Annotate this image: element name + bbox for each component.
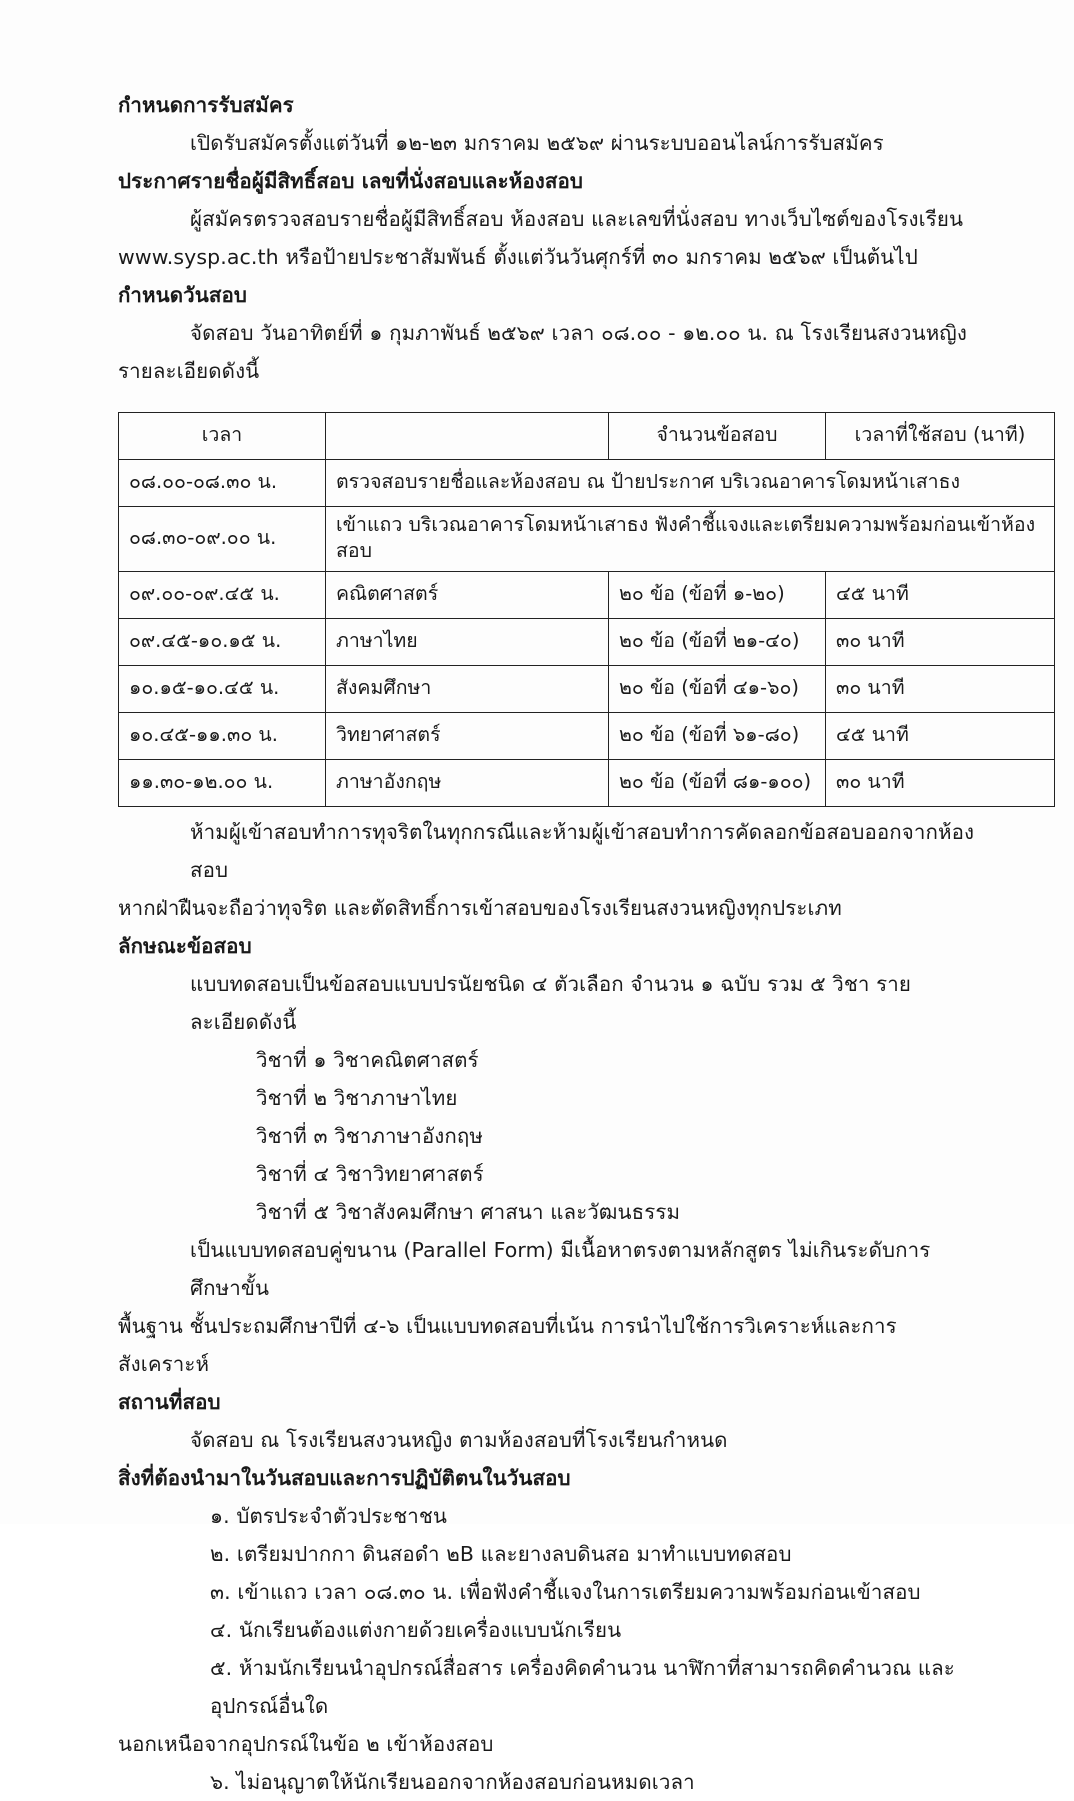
cell-time: ๐๙.๔๕-๑๐.๑๕ น. [119, 619, 326, 666]
cell-duration: ๔๕ นาที [826, 713, 1055, 760]
list-item-rule-3: ๓. เข้าแถว เวลา ๐๘.๓๐ น. เพื่อฟังคำชี้แจงในการเตรียมความพร้อมก่อนเข้าสอบ [210, 1580, 921, 1604]
table-row [119, 619, 1055, 666]
table-row [119, 713, 1055, 760]
paragraph-website-info: www.sysp.ac.th หรือป้ายประชาสัมพันธ์ ตั้งแต่วันวันศุกร์ที่ ๓๐ มกราคม ๒๕๖๙ เป็นต้นไป [118, 245, 918, 269]
list-item-rule-6: ๖. ไม่อนุญาตให้นักเรียนออกจากห้องสอบก่อนหมดเวลา [210, 1770, 695, 1794]
cell-question-count: ๒๐ ข้อ (ข้อที่ ๘๑-๑๐๐) [609, 760, 826, 807]
list-item-subject-4: วิชาที่ ๔ วิชาวิทยาศาสตร์ [256, 1162, 484, 1186]
list-item-subject-3: วิชาที่ ๓ วิชาภาษาอังกฤษ [256, 1124, 484, 1148]
cell-duration: ๓๐ นาที [826, 760, 1055, 807]
cell-activity: เข้าแถว บริเวณอาคารโดมหน้าเสาธง ฟังคำชี้แจงและเตรียมความพร้อมก่อนเข้าห้องสอบ [326, 507, 1055, 572]
list-item-rule-4: ๔. นักเรียนต้องแต่งกายด้วยเครื่องแบบนักเรียน [210, 1618, 622, 1642]
exam-schedule-table [118, 412, 1055, 807]
table-header-row [119, 413, 1055, 460]
table-header-subject [326, 413, 609, 460]
list-item-rule-1: ๑. บัตรประจำตัวประชาชน [210, 1504, 448, 1528]
table-row [119, 760, 1055, 807]
list-item-subject-2: วิชาที่ ๒ วิชาภาษาไทย [256, 1086, 458, 1110]
paragraph-penalty: หากฝ่าฝืนจะถือว่าทุจริต และตัดสิทธิ์การเข้าสอบของโรงเรียนสงวนหญิงทุกประเภท [118, 896, 842, 920]
cell-subject: ภาษาไทย [326, 619, 609, 666]
table-row [119, 666, 1055, 713]
cell-time: ๑๐.๑๕-๑๐.๔๕ น. [119, 666, 326, 713]
table-row [119, 572, 1055, 619]
section-heading-bring-items: สิ่งที่ต้องนำมาในวันสอบและการปฏิบัติตนในวันสอบ [118, 1466, 571, 1490]
table-header-duration: เวลาที่ใช้สอบ (นาที) [826, 413, 1055, 460]
paragraph-venue-detail: จัดสอบ ณ โรงเรียนสงวนหญิง ตามห้องสอบที่โรงเรียนกำหนด [190, 1428, 728, 1452]
cell-question-count: ๒๐ ข้อ (ข้อที่ ๒๑-๔๐) [609, 619, 826, 666]
cell-duration: ๓๐ นาที [826, 619, 1055, 666]
cell-time: ๐๙.๐๐-๐๙.๔๕ น. [119, 572, 326, 619]
cell-time: ๑๐.๔๕-๑๑.๓๐ น. [119, 713, 326, 760]
cell-duration: ๓๐ นาที [826, 666, 1055, 713]
document-content [118, 86, 1036, 1801]
list-item-subject-1: วิชาที่ ๑ วิชาคณิตศาสตร์ [256, 1048, 479, 1072]
table-row [119, 460, 1055, 507]
cell-question-count: ๒๐ ข้อ (ข้อที่ ๑-๒๐) [609, 572, 826, 619]
cell-subject: วิทยาศาสตร์ [326, 713, 609, 760]
list-item-subject-5: วิชาที่ ๕ วิชาสังคมศึกษา ศาสนา และวัฒนธรรม [256, 1200, 681, 1224]
paragraph-details-follow: รายละเอียดดังนี้ [118, 359, 260, 383]
cell-question-count: ๒๐ ข้อ (ข้อที่ ๖๑-๘๐) [609, 713, 826, 760]
paragraph-exam-datetime: จัดสอบ วันอาทิตย์ที่ ๑ กุมภาพันธ์ ๒๕๖๙ เวลา ๐๘.๐๐ - ๑๒.๐๐ น. ณ โรงเรียนสงวนหญิง [190, 321, 967, 345]
section-heading-application-schedule: กำหนดการรับสมัคร [118, 93, 294, 117]
list-item-rule-2: ๒. เตรียมปากกา ดินสอดำ ๒B และยางลบดินสอ มาทำแบบทดสอบ [210, 1542, 792, 1566]
paragraph-curriculum-level: พื้นฐาน ชั้นประถมศึกษาปีที่ ๔-๖ เป็นแบบทดสอบที่เน้น การนำไปใช้การวิเคราะห์และการสังเคราะห์ [118, 1314, 897, 1376]
cell-time: ๑๑.๓๐-๑๒.๐๐ น. [119, 760, 326, 807]
paragraph-no-cheating: ห้ามผู้เข้าสอบทำการทุจริตในทุกกรณีและห้ามผู้เข้าสอบทำการคัดลอกข้อสอบออกจากห้องสอบ [190, 820, 975, 882]
cell-activity: ตรวจสอบรายชื่อและห้องสอบ ณ ป้ายประกาศ บริเวณอาคารโดมหน้าเสาธง [326, 460, 1055, 507]
cell-subject: สังคมศึกษา [326, 666, 609, 713]
paragraph-rule-5-continued: นอกเหนือจากอุปกรณ์ในข้อ ๒ เข้าห้องสอบ [118, 1732, 494, 1756]
table-row [119, 507, 1055, 572]
paragraph-application-period: เปิดรับสมัครตั้งแต่วันที่ ๑๒-๒๓ มกราคม ๒๕๖๙ ผ่านระบบออนไลน์การรับสมัคร [190, 131, 884, 155]
table-header-time: เวลา [119, 413, 326, 460]
section-heading-exam-date: กำหนดวันสอบ [118, 283, 248, 307]
cell-question-count: ๒๐ ข้อ (ข้อที่ ๔๑-๖๐) [609, 666, 826, 713]
paragraph-parallel-form: เป็นแบบทดสอบคู่ขนาน (Parallel Form) มีเนื้อหาตรงตามหลักสูตร ไม่เกินระดับการศึกษาขั้น [190, 1238, 931, 1300]
table-body [119, 460, 1055, 807]
section-heading-eligible-list: ประกาศรายชื่อผู้มีสิทธิ์สอบ เลขที่นั่งสอบและห้องสอบ [118, 169, 583, 193]
cell-subject: ภาษาอังกฤษ [326, 760, 609, 807]
section-heading-exam-format: ลักษณะข้อสอบ [118, 934, 252, 958]
table-head [119, 413, 1055, 460]
cell-time: ๐๘.๓๐-๐๙.๐๐ น. [119, 507, 326, 572]
paragraph-check-list: ผู้สมัครตรวจสอบรายชื่อผู้มีสิทธิ์สอบ ห้องสอบ และเลขที่นั่งสอบ ทางเว็บไซต์ของโรงเรียน [190, 207, 964, 231]
table-header-question-count: จำนวนข้อสอบ [609, 413, 826, 460]
cell-time: ๐๘.๐๐-๐๘.๓๐ น. [119, 460, 326, 507]
cell-duration: ๔๕ นาที [826, 572, 1055, 619]
cell-subject: คณิตศาสตร์ [326, 572, 609, 619]
paragraph-exam-format-detail: แบบทดสอบเป็นข้อสอบแบบปรนัยชนิด ๔ ตัวเลือก จำนวน ๑ ฉบับ รวม ๕ วิชา รายละเอียดดังนี้ [190, 972, 911, 1034]
list-item-rule-5: ๕. ห้ามนักเรียนนำอุปกรณ์สื่อสาร เครื่องคิดคำนวน นาฬิกาที่สามารถคิดคำนวณ และอุปกรณ์อื่นใด [210, 1656, 955, 1718]
section-heading-exam-venue: สถานที่สอบ [118, 1390, 221, 1414]
